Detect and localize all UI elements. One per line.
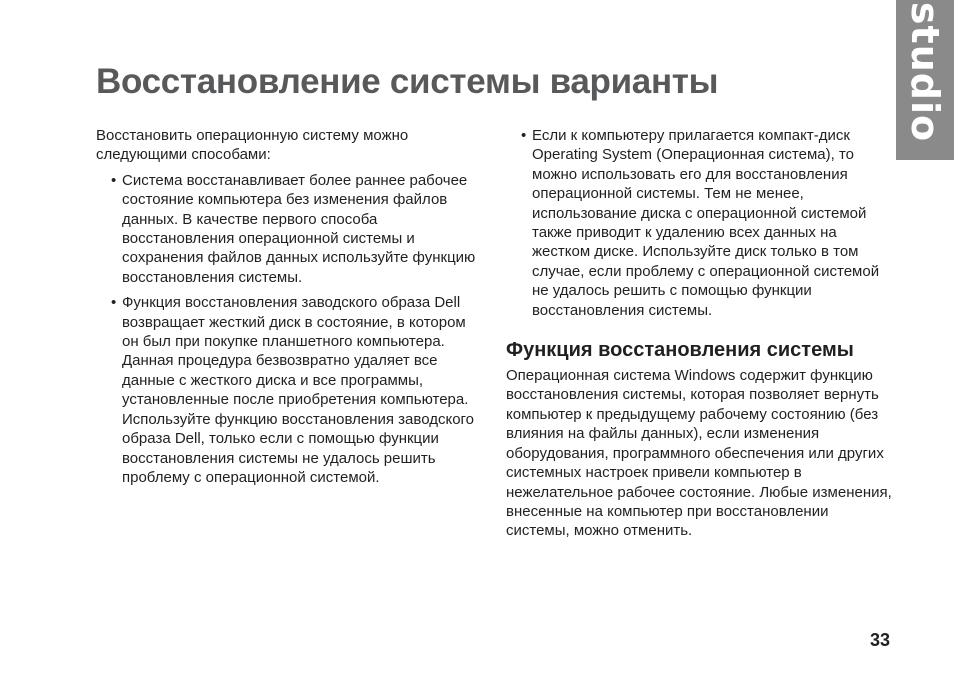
intro-paragraph: Восстановить операционную систему можно следующими способами: — [96, 127, 409, 164]
left-bullet-list — [96, 171, 476, 488]
section-body: Операционная система Windows содержит функцию восстановления системы, которая позволяет вернуть компьютер к предыдущему рабочему состоянию (без влияния на файлы данных), если изменения оборудования, программного обеспечения или других системных настроек привели компьютер в нежелательное рабочее состояние. Любые изменения, внесенные на компьютер при восстановлении системы, можно отменить. — [506, 367, 892, 540]
left-column — [96, 126, 476, 493]
list-item — [506, 126, 896, 320]
list-item — [96, 293, 476, 487]
page-title: Восстановление системы варианты — [96, 62, 719, 101]
section-heading: Функция восстановления системы — [506, 339, 854, 362]
bullet-text: Если к компьютеру прилагается компакт-диск Operating System (Операционная система), то можно использовать его для восстановления операционной системы. Тем не менее, использование диска с операционной системой также приводит к удалению всех данных на жестком диске. Используйте диск только в том случае, если проблему с операционной системой не удалось решить с помощью функции восстановления системы. — [532, 127, 880, 319]
bullet-icon: • — [111, 171, 117, 189]
right-bullet-list — [506, 126, 896, 320]
page-number: 33 — [870, 630, 891, 650]
bullet-icon: • — [521, 127, 527, 144]
brand-tab — [896, 0, 954, 160]
right-column — [506, 126, 896, 541]
bullet-text: Система восстанавливает более раннее рабочее состояние компьютера без изменения файлов данных. В качестве первого способа восстановления операционной системы и сохранения файлов данных используйте функцию восстановления системы. — [122, 171, 476, 286]
studio-logo: studio — [903, 1, 947, 143]
bullet-icon: • — [111, 294, 117, 312]
list-item — [96, 171, 476, 287]
bullet-text: Функция восстановления заводского образа Dell возвращает жесткий диск в состояние, в котором он был при покупке планшетного компьютера. Данная процедура безвозвратно удаляет все данные с жесткого диска и все программы, установленные после приобретения компьютера. Используйте функцию восстановления заводского образа Dell, только если с помощью функции восстановления системы не удалось решить проблему с операционной системой. — [122, 294, 475, 486]
